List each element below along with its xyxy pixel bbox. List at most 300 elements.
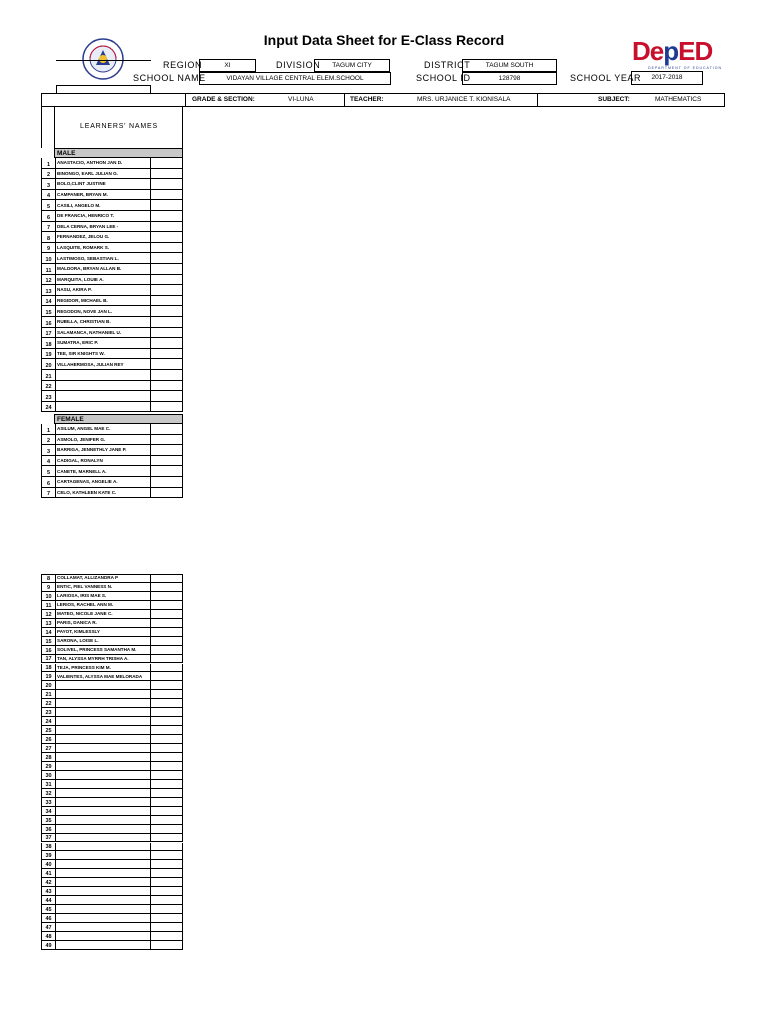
table-row (41, 456, 183, 467)
learner-name-cell[interactable] (55, 370, 151, 381)
extra-cell[interactable] (151, 923, 183, 932)
table-row (41, 637, 183, 646)
division-field[interactable]: TAGUM CITY (314, 59, 390, 72)
learner-name-cell[interactable]: MALDORA, BRYAN ALLAN B. (55, 264, 151, 275)
learner-name-cell[interactable] (55, 896, 151, 905)
table-row (41, 592, 183, 601)
subject-value[interactable]: MATHEMATICS (655, 96, 702, 103)
learner-name-cell[interactable] (55, 887, 151, 896)
learner-name-cell[interactable] (55, 744, 151, 753)
table-row (41, 923, 183, 932)
learner-name-cell[interactable] (55, 825, 151, 834)
extra-cell[interactable] (151, 169, 183, 180)
row-number: 20 (41, 681, 55, 690)
learner-name-cell[interactable]: VILLAHERMOSA, JULIAN REY (55, 359, 151, 370)
table-row (41, 753, 183, 762)
extra-cell[interactable] (151, 435, 183, 446)
table-row (41, 878, 183, 887)
small-blank-box (56, 85, 151, 93)
row-number: 35 (41, 816, 55, 825)
table-row (41, 771, 183, 780)
learner-name-cell[interactable]: LARIOSA, IRIS MAE S. (55, 592, 151, 601)
row-number: 10 (41, 253, 55, 264)
row-number: 31 (41, 780, 55, 789)
learner-name-cell[interactable]: TAN, ALYSSA MYRRH TRISHA A. (55, 655, 151, 664)
learner-name-cell[interactable] (55, 735, 151, 744)
learner-name-cell[interactable] (55, 941, 151, 950)
table-row (41, 816, 183, 825)
row-number: 12 (41, 275, 55, 286)
row-number: 44 (41, 896, 55, 905)
table-row (41, 601, 183, 610)
table-row (41, 391, 183, 402)
table-row (41, 744, 183, 753)
learner-name-cell[interactable]: TEJA, PRINCESS KIM M. (55, 664, 151, 673)
extra-cell[interactable] (151, 370, 183, 381)
teacher-value[interactable]: MRS. URJANICE T. KIONISALA (417, 96, 511, 103)
row-number: 8 (41, 232, 55, 243)
extra-cell[interactable] (151, 317, 183, 328)
learner-name-cell[interactable] (55, 860, 151, 869)
table-row (41, 445, 183, 456)
table-row (41, 574, 183, 583)
extra-cell[interactable] (151, 825, 183, 834)
extra-cell[interactable] (151, 637, 183, 646)
table-row (41, 222, 183, 233)
extra-cell[interactable] (151, 851, 183, 860)
learner-name-cell[interactable] (55, 932, 151, 941)
learner-name-cell[interactable]: ANASTACIO, ANTHON JAN D. (55, 158, 151, 169)
table-row (41, 896, 183, 905)
extra-cell[interactable] (151, 744, 183, 753)
table-row (41, 402, 183, 413)
extra-cell[interactable] (151, 771, 183, 780)
row-number: 14 (41, 628, 55, 637)
row-number: 3 (41, 179, 55, 190)
table-row (41, 780, 183, 789)
learner-name-cell[interactable] (55, 690, 151, 699)
table-row (41, 306, 183, 317)
row-number: 47 (41, 923, 55, 932)
extra-cell[interactable] (151, 816, 183, 825)
extra-cell[interactable] (151, 646, 183, 655)
row-number: 10 (41, 592, 55, 601)
learner-name-cell[interactable]: SARONA, LOISE L. (55, 637, 151, 646)
learner-name-cell[interactable]: ASILUM, ANGEL MAE C. (55, 424, 151, 435)
table-row (41, 887, 183, 896)
row-number: 25 (41, 726, 55, 735)
table-row (41, 435, 183, 446)
learner-name-cell[interactable]: CADIGAL, RONALYN (55, 456, 151, 467)
table-row (41, 905, 183, 914)
learner-name-cell[interactable] (55, 753, 151, 762)
extra-cell[interactable] (151, 306, 183, 317)
extra-cell[interactable] (151, 200, 183, 211)
row-number: 9 (41, 583, 55, 592)
table-row (41, 699, 183, 708)
page-title: Input Data Sheet for E-Class Record (263, 32, 505, 48)
extra-cell[interactable] (151, 583, 183, 592)
learner-name-cell[interactable]: BOLO,CLINT JUSTINE (55, 179, 151, 190)
learner-name-cell[interactable] (55, 391, 151, 402)
table-row (41, 735, 183, 744)
row-number: 46 (41, 914, 55, 923)
table-row (41, 583, 183, 592)
table-row (41, 349, 183, 360)
extra-cell[interactable] (151, 456, 183, 467)
row-number: 2 (41, 169, 55, 180)
region-field[interactable]: XI (199, 59, 256, 72)
row-number: 41 (41, 869, 55, 878)
learner-name-cell[interactable] (55, 798, 151, 807)
table-row (41, 190, 183, 201)
table-row (41, 646, 183, 655)
row-number: 15 (41, 637, 55, 646)
learner-name-cell[interactable]: LASQUITE, ROMARK S. (55, 243, 151, 254)
row-number: 12 (41, 610, 55, 619)
extra-cell[interactable] (151, 699, 183, 708)
table-row (41, 619, 183, 628)
table-row (41, 789, 183, 798)
table-row (41, 477, 183, 488)
extra-cell[interactable] (151, 601, 183, 610)
row-number: 2 (41, 435, 55, 446)
extra-cell[interactable] (151, 807, 183, 816)
teacher-label: TEACHER: (350, 96, 384, 103)
row-number: 28 (41, 753, 55, 762)
table-row (41, 424, 183, 435)
extra-cell[interactable] (151, 296, 183, 307)
extra-cell[interactable] (151, 243, 183, 254)
table-row (41, 941, 183, 950)
extra-cell[interactable] (151, 789, 183, 798)
learner-name-cell[interactable]: CASILI, ANGELO M. (55, 200, 151, 211)
table-row (41, 708, 183, 717)
row-number: 19 (41, 672, 55, 681)
extra-cell[interactable] (151, 798, 183, 807)
table-row (41, 253, 183, 264)
learner-name-cell[interactable]: DELA CERNA, BRYAN LEE - (55, 222, 151, 233)
extra-cell[interactable] (151, 690, 183, 699)
extra-cell[interactable] (151, 391, 183, 402)
row-number: 32 (41, 789, 55, 798)
learner-name-cell[interactable] (55, 807, 151, 816)
learner-name-cell[interactable]: PARIS, DANICA R. (55, 619, 151, 628)
row-number: 21 (41, 370, 55, 381)
table-row (41, 914, 183, 923)
row-number: 13 (41, 619, 55, 628)
extra-cell[interactable] (151, 190, 183, 201)
learner-name-cell[interactable]: LASTIMOSO, SEBASTIAN L. (55, 253, 151, 264)
learner-name-cell[interactable]: DE FRANCIA, HENRICO T. (55, 211, 151, 222)
extra-cell[interactable] (151, 253, 183, 264)
school-id-label: SCHOOL ID (416, 73, 471, 83)
extra-cell[interactable] (151, 708, 183, 717)
extra-cell[interactable] (151, 574, 183, 583)
row-number: 13 (41, 285, 55, 296)
row-number: 6 (41, 477, 55, 488)
learner-name-cell[interactable] (55, 905, 151, 914)
learner-name-cell[interactable]: REGIDOR, MICHAEL B. (55, 296, 151, 307)
row-number: 20 (41, 359, 55, 370)
extra-cell[interactable] (151, 628, 183, 637)
row-number: 38 (41, 843, 55, 852)
extra-cell[interactable] (151, 941, 183, 950)
learner-name-cell[interactable] (55, 851, 151, 860)
row-number: 21 (41, 690, 55, 699)
row-number: 24 (41, 717, 55, 726)
learner-name-cell[interactable]: SALAMANCA, NATHANIEL U. (55, 328, 151, 339)
learner-name-cell[interactable] (55, 402, 151, 413)
row-number: 11 (41, 264, 55, 275)
learner-name-cell[interactable] (55, 878, 151, 887)
table-row (41, 328, 183, 339)
school-id-field[interactable]: 128798 (462, 72, 557, 85)
learner-name-cell[interactable]: CAMPANER, BRYAN M. (55, 190, 151, 201)
male-section-header: MALE (54, 148, 183, 158)
extra-cell[interactable] (151, 753, 183, 762)
school-year-field[interactable]: 2017-2018 (631, 71, 703, 85)
row-number: 1 (41, 158, 55, 169)
learner-name-cell[interactable] (55, 681, 151, 690)
district-label: DISTRICT (424, 60, 471, 70)
extra-cell[interactable] (151, 349, 183, 360)
extra-cell[interactable] (151, 402, 183, 413)
learner-name-cell[interactable]: REGODON, NOVE JAN L. (55, 306, 151, 317)
table-row (41, 664, 183, 673)
learner-name-cell[interactable] (55, 717, 151, 726)
table-row (41, 317, 183, 328)
row-number: 23 (41, 391, 55, 402)
extra-cell[interactable] (151, 619, 183, 628)
learner-name-cell[interactable] (55, 708, 151, 717)
table-row (41, 359, 183, 370)
deped-seal-logo (82, 38, 124, 80)
learner-name-cell[interactable]: BINONGO, EARL JULIAN G. (55, 169, 151, 180)
learner-name-cell[interactable]: SUMATRA, ERIC P. (55, 338, 151, 349)
row-number: 4 (41, 456, 55, 467)
learner-name-cell[interactable]: CANETE, MARNELL A. (55, 466, 151, 477)
table-row (41, 610, 183, 619)
table-row (41, 851, 183, 860)
extra-cell[interactable] (151, 672, 183, 681)
table-row (41, 158, 183, 169)
extra-cell[interactable] (151, 932, 183, 941)
learner-name-cell[interactable]: ASMOLO, JENIFER G. (55, 435, 151, 446)
school-year-label: SCHOOL YEAR (570, 73, 642, 83)
extra-cell[interactable] (151, 338, 183, 349)
extra-cell[interactable] (151, 610, 183, 619)
district-field[interactable]: TAGUM SOUTH (462, 59, 557, 72)
learner-name-cell[interactable] (55, 726, 151, 735)
extra-cell[interactable] (151, 887, 183, 896)
extra-cell[interactable] (151, 681, 183, 690)
extra-cell[interactable] (151, 843, 183, 852)
table-row (41, 681, 183, 690)
school-name-label: SCHOOL NAME (133, 73, 206, 83)
table-row (41, 825, 183, 834)
grade-section-label: GRADE & SECTION: (192, 96, 255, 103)
row-number: 7 (41, 222, 55, 233)
table-row (41, 843, 183, 852)
extra-cell[interactable] (151, 780, 183, 789)
row-number: 24 (41, 402, 55, 413)
learner-name-cell[interactable]: BARRIGA, JENNETHLY JANE P. (55, 445, 151, 456)
learner-name-cell[interactable]: PAYOT, KIMLESSLY (55, 628, 151, 637)
table-row (41, 798, 183, 807)
row-number: 14 (41, 296, 55, 307)
extra-cell[interactable] (151, 285, 183, 296)
table-row (41, 717, 183, 726)
extra-cell[interactable] (151, 359, 183, 370)
female-section-header: FEMALE (54, 414, 183, 424)
learner-name-cell[interactable] (55, 834, 151, 843)
extra-cell[interactable] (151, 381, 183, 392)
learner-name-cell[interactable]: ENTIC, FIEL VANNESS N. (55, 583, 151, 592)
row-number: 22 (41, 381, 55, 392)
learners-names-header (41, 107, 183, 148)
extra-cell[interactable] (151, 158, 183, 169)
table-row (41, 338, 183, 349)
class-info-bar (41, 93, 725, 107)
row-number: 26 (41, 735, 55, 744)
extra-cell[interactable] (151, 592, 183, 601)
row-number: 6 (41, 211, 55, 222)
extra-cell[interactable] (151, 424, 183, 435)
learner-name-cell[interactable] (55, 843, 151, 852)
row-number: 16 (41, 317, 55, 328)
extra-cell[interactable] (151, 717, 183, 726)
table-row (41, 672, 183, 681)
school-name-field[interactable]: VIDAYAN VILLAGE CENTRAL ELEM.SCHOOL (199, 72, 391, 85)
table-row (41, 285, 183, 296)
row-number: 18 (41, 664, 55, 673)
extra-cell[interactable] (151, 726, 183, 735)
extra-cell[interactable] (151, 655, 183, 664)
row-number: 3 (41, 445, 55, 456)
table-row (41, 275, 183, 286)
row-number: 33 (41, 798, 55, 807)
grade-section-value[interactable]: VI-LUNA (288, 96, 314, 103)
row-number: 34 (41, 807, 55, 816)
learner-name-cell[interactable]: VALIENTES, ALYSSA MAE MELORADA (55, 672, 151, 681)
extra-cell[interactable] (151, 275, 183, 286)
table-row (41, 296, 183, 307)
table-row (41, 466, 183, 477)
learner-name-cell[interactable] (55, 923, 151, 932)
row-number: 37 (41, 834, 55, 843)
extra-cell[interactable] (151, 445, 183, 456)
extra-cell[interactable] (151, 466, 183, 477)
extra-cell[interactable] (151, 664, 183, 673)
row-number: 22 (41, 699, 55, 708)
table-row (41, 628, 183, 637)
table-row (41, 807, 183, 816)
extra-cell[interactable] (151, 762, 183, 771)
table-row (41, 243, 183, 254)
learner-name-cell[interactable] (55, 914, 151, 923)
learner-name-cell[interactable] (55, 816, 151, 825)
extra-cell[interactable] (151, 264, 183, 275)
row-number: 40 (41, 860, 55, 869)
learner-name-cell[interactable]: LERIOS, RACHEL ANN M. (55, 601, 151, 610)
extra-cell[interactable] (151, 222, 183, 233)
learner-name-cell[interactable] (55, 771, 151, 780)
subject-label: SUBJECT: (598, 96, 630, 103)
table-row (41, 932, 183, 941)
seal-frame-top (56, 60, 151, 72)
table-row (41, 762, 183, 771)
table-row (41, 179, 183, 190)
row-number: 18 (41, 338, 55, 349)
learner-name-cell[interactable]: FERNANDEZ, JELOU G. (55, 232, 151, 243)
extra-cell[interactable] (151, 878, 183, 887)
table-row (41, 860, 183, 869)
extra-cell[interactable] (151, 914, 183, 923)
row-number: 17 (41, 655, 55, 664)
learner-name-cell[interactable]: MARQUITA, LOUIE A. (55, 275, 151, 286)
learner-name-cell[interactable]: MATEO, NICOLE JANE C. (55, 610, 151, 619)
extra-cell[interactable] (151, 179, 183, 190)
learner-name-cell[interactable]: TEE, SIR KNIGHTS W. (55, 349, 151, 360)
row-number: 19 (41, 349, 55, 360)
learner-name-cell[interactable]: CARTAGENAS, ANGELIE A. (55, 477, 151, 488)
extra-cell[interactable] (151, 905, 183, 914)
row-number: 27 (41, 744, 55, 753)
learner-name-cell[interactable]: CELO, KATHLEEN KATE C. (55, 488, 151, 499)
extra-cell[interactable] (151, 896, 183, 905)
extra-cell[interactable] (151, 488, 183, 499)
row-number: 5 (41, 200, 55, 211)
row-number: 16 (41, 646, 55, 655)
learner-name-cell[interactable]: RUBILLA, CHRISTIAN B. (55, 317, 151, 328)
extra-cell[interactable] (151, 211, 183, 222)
region-label: REGION (163, 60, 203, 70)
learner-name-cell[interactable]: COLLAMAT, ALLIZANDRA P (55, 574, 151, 583)
learner-name-cell[interactable] (55, 762, 151, 771)
learner-name-cell[interactable] (55, 789, 151, 798)
extra-cell[interactable] (151, 869, 183, 878)
extra-cell[interactable] (151, 232, 183, 243)
learner-name-cell[interactable]: NASU, AKIRA P. (55, 285, 151, 296)
row-number: 48 (41, 932, 55, 941)
table-row (41, 869, 183, 878)
learner-name-cell[interactable] (55, 699, 151, 708)
table-row (41, 211, 183, 222)
row-number: 7 (41, 488, 55, 499)
table-row (41, 169, 183, 180)
learner-name-cell[interactable] (55, 381, 151, 392)
row-number: 9 (41, 243, 55, 254)
row-number: 42 (41, 878, 55, 887)
deped-logo: DepED DEPARTMENT OF EDUCATION (632, 36, 722, 70)
row-number: 11 (41, 601, 55, 610)
extra-cell[interactable] (151, 477, 183, 488)
row-number: 4 (41, 190, 55, 201)
row-number: 30 (41, 771, 55, 780)
extra-cell[interactable] (151, 328, 183, 339)
learner-name-cell[interactable] (55, 780, 151, 789)
learner-name-cell[interactable] (55, 869, 151, 878)
extra-cell[interactable] (151, 735, 183, 744)
row-number: 39 (41, 851, 55, 860)
table-row (41, 834, 183, 843)
learner-name-cell[interactable]: SOLIVEL, PRINCESS SAMANTHA M. (55, 646, 151, 655)
table-row (41, 232, 183, 243)
extra-cell[interactable] (151, 834, 183, 843)
extra-cell[interactable] (151, 860, 183, 869)
row-number: 36 (41, 825, 55, 834)
